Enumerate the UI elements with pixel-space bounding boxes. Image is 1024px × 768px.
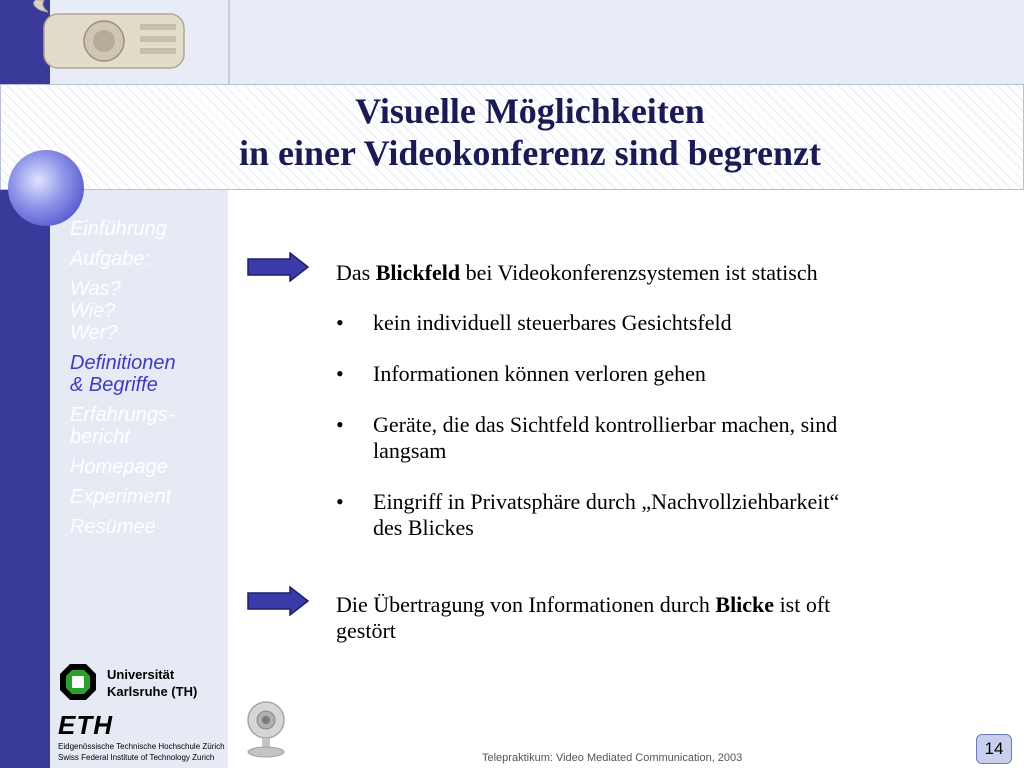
arrow-right-icon [246, 586, 310, 616]
nav-item-homepage[interactable]: Homepage [70, 456, 168, 478]
university-name: Universität Karlsruhe (TH) [107, 667, 198, 699]
nav-item-resuemee[interactable]: Resümee [70, 516, 156, 538]
footer-text: Telepraktikum: Video Mediated Communication, 2003 [482, 752, 743, 764]
nav-item-erfahrungsbericht[interactable]: Erfahrungs- bericht [70, 404, 175, 448]
nav-item-experiment[interactable]: Experiment [70, 486, 172, 508]
page-title [60, 90, 1000, 174]
list-item: • Geräte, die das Sichtfeld kontrollierbar machen, sind langsam [336, 412, 996, 464]
eth-logo: ETH [58, 710, 113, 740]
list-item: • Informationen können verloren gehen [336, 361, 996, 387]
university-logo-icon [60, 664, 96, 700]
list-item: • kein individuell steuerbares Gesichtsfeld [336, 310, 996, 336]
nav-item-aufgabe[interactable]: Aufgabe: [70, 248, 151, 270]
nav-item-definitionen[interactable]: Definitionen & Begriffe [70, 352, 176, 396]
page-title-line-1: Visuelle Möglichkeiten [355, 91, 705, 131]
projector-icon [0, 0, 240, 84]
page-title-line-2: in einer Videokonferenz sind begrenzt [238, 133, 821, 173]
main-point-blicke: Die Übertragung von Informationen durch Blicke ist oft gestört [336, 592, 831, 643]
eth-name: Eidgenössische Technische Hochschule Zürich Swiss Federal Institute of Technology Zurich [58, 742, 225, 762]
webcam-icon [240, 698, 292, 758]
page-number-badge: 14 [976, 734, 1012, 764]
nav-item-was-wie-wer[interactable]: Was? Wie? Wer? [70, 278, 121, 344]
decorative-orb-icon [8, 150, 84, 226]
bullet-list [336, 310, 996, 566]
list-item: • Eingriff in Privatsphäre durch „Nachvollziehbarkeit“ des Blickes [336, 489, 996, 541]
nav-item-einfuehrung[interactable]: Einführung [70, 218, 167, 240]
arrow-right-icon [246, 252, 310, 282]
sidebar-nav [70, 218, 230, 546]
main-point-blickfeld: Das Blickfeld bei Videokonferenzsystemen ist statisch [336, 260, 818, 285]
